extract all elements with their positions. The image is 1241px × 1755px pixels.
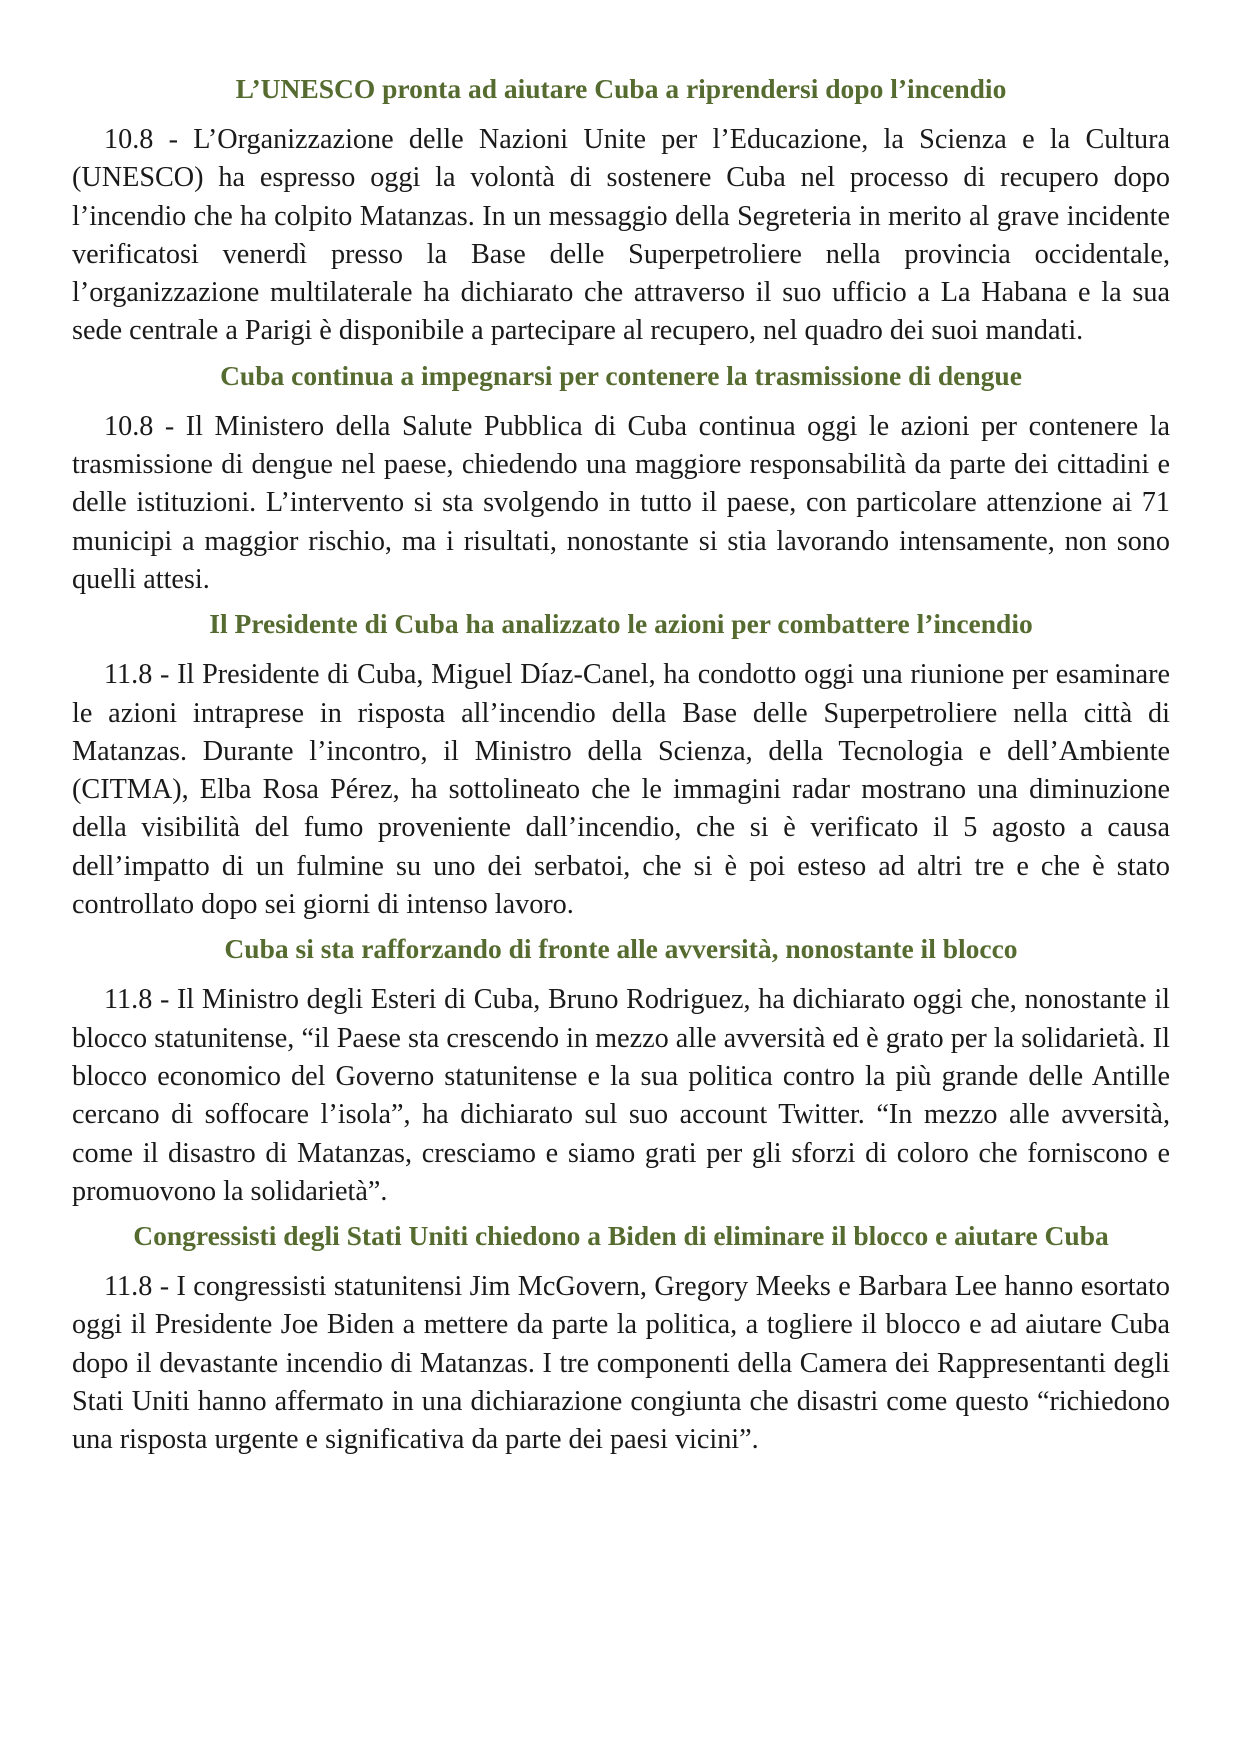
article-body: 10.8 - L’Organizzazione delle Nazioni Unite per l’Educazione, la Scienza e la Cultura (UNESCO) ha espresso oggi la volontà di sostenere Cuba nel processo di recupero dopo l’incendio che ha colpito Matanzas. In un messaggio della Segreteria in merito al grave incidente verificatosi venerdì presso la Base delle Superpetroliere nella provincia occidentale, l’organizzazione multilaterale ha dichiarato che attraverso il suo ufficio a La Habana e la sua sede centrale a Parigi è disponibile a partecipare al recupero, nel quadro dei suoi mandati. [72, 124, 1170, 347]
article-body: 11.8 - I congressisti statunitensi Jim McGovern, Gregory Meeks e Barbara Lee hanno esortato oggi il Presidente Joe Biden a mettere da parte la politica, a togliere il blocco e ad aiutare Cuba dopo il devastante incendio di Matanzas. I tre componenti della Camera dei Rappresentanti degli Stati Uniti hanno affermato in una dichiarazione congiunta che disastri come questo “richiedono una risposta urgente e significativa da parte dei paesi vicini”. [72, 1271, 1170, 1456]
article-headline: L’UNESCO pronta ad aiutare Cuba a riprendersi dopo l’incendio [235, 73, 1007, 104]
article-headline: Il Presidente di Cuba ha analizzato le azioni per combattere l’incendio [209, 608, 1033, 640]
article-body: 11.8 - Il Ministro degli Esteri di Cuba, Bruno Rodriguez, ha dichiarato oggi che, nonostante il blocco statunitense, “il Paese sta crescendo in mezzo alle avversità ed è grato per la solidarietà. Il blocco economico del Governo statunitense e la sua politica contro la più grande delle Antille cercano di soffocare l’isola”, ha dichiarato sul suo account Twitter. “In mezzo alle avversità, come il disastro di Matanzas, cresciamo e siamo grati per gli sforzi di coloro che forniscono e promuovono la solidarietà”. [72, 984, 1170, 1207]
article-congress [72, 1215, 1170, 1459]
article-body: 11.8 - Il Presidente di Cuba, Miguel Díaz-Canel, ha condotto oggi una riunione per esaminare le azioni intraprese in risposta all’incendio della Base delle Superpetroliere nella città di Matanzas. Durante l’incontro, il Ministro della Scienza, della Tecnologia e dell’Ambiente (CITMA), Elba Rosa Pérez, ha sottolineato che le immagini radar mostrano una diminuzione della visibilità del fumo proveniente dall’incendio, che si è verificato il 5 agosto a causa dell’impatto di un fulmine su uno dei serbatoi, che si è poi esteso ad altri tre e che è stato controllato dopo sei giorni di intenso lavoro. [72, 659, 1170, 921]
article-headline: Cuba continua a impegnarsi per contenere la trasmissione di dengue [220, 359, 1022, 391]
article-headline: Congressisti degli Stati Uniti chiedono a Biden di eliminare il blocco e aiutare Cuba [133, 1220, 1109, 1252]
article-president [72, 603, 1170, 924]
article-unesco [72, 68, 1170, 351]
article-blockade [72, 928, 1170, 1211]
news-page [72, 68, 1170, 1460]
article-dengue [72, 355, 1170, 599]
article-body: 10.8 - Il Ministero della Salute Pubblica di Cuba continua oggi le azioni per contenere la trasmissione di dengue nel paese, chiedendo una maggiore responsabilità da parte dei cittadini e delle istituzioni. L’intervento si sta svolgendo in tutto il paese, con particolare attenzione ai 71 municipi a maggior rischio, ma i risultati, nonostante si stia lavorando intensamente, non sono quelli attesi. [72, 410, 1170, 595]
article-headline: Cuba si sta rafforzando di fronte alle avversità, nonostante il blocco [224, 933, 1018, 965]
